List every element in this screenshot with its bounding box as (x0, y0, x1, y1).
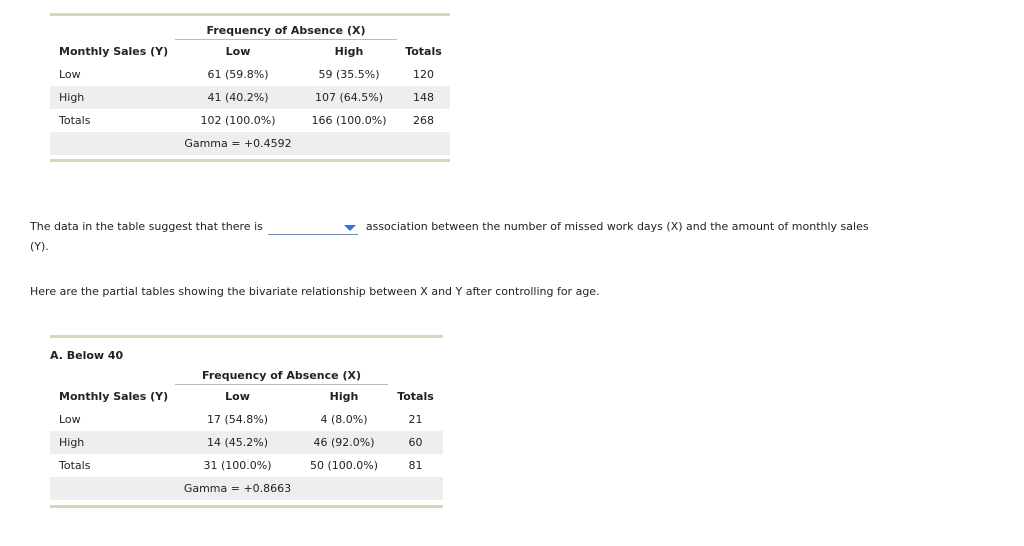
crosstab-table-overall (50, 13, 450, 162)
chevron-down-icon (344, 225, 356, 231)
crosstab-table-below-40 (50, 362, 443, 508)
table-row (50, 109, 450, 132)
section-title-below-40: A. Below 40 (50, 349, 124, 362)
row-label: High (50, 86, 175, 109)
cell-low: 14 (45.2%) (175, 431, 300, 454)
col-header-low: Low (225, 45, 251, 58)
col-header-totals: Totals (397, 390, 434, 403)
cell-high: 59 (35.5%) (318, 68, 380, 81)
col-header-high: High (329, 390, 359, 403)
cell-low: 41 (40.2%) (175, 86, 301, 109)
table-row (50, 431, 443, 454)
question-text (30, 217, 990, 257)
frequency-of-absence-header: Frequency of Absence (X) (175, 16, 397, 40)
row-label: Totals (59, 459, 91, 472)
table-top-rule (50, 335, 443, 338)
gamma-value: Gamma = +0.8663 (175, 477, 300, 500)
cell-total: 60 (388, 431, 443, 454)
cell-total: 268 (413, 114, 434, 127)
partial-tables-intro: Here are the partial tables showing the bivariate relationship between X and Y after controlling for age. (30, 285, 600, 298)
table-row (50, 63, 450, 86)
cell-low: 102 (100.0%) (200, 114, 276, 127)
question-before: The data in the table suggest that there is (30, 220, 263, 233)
row-label: High (50, 431, 175, 454)
association-dropdown[interactable] (268, 218, 358, 235)
table-row (50, 408, 443, 431)
row-label: Low (59, 413, 81, 426)
col-header-low: Low (225, 390, 250, 403)
row-label: Totals (59, 114, 91, 127)
question-after: association between the number of missed work days (X) and the amount of monthly sales (365, 220, 869, 233)
cell-total: 148 (397, 86, 450, 109)
question-line2: (Y). (30, 240, 49, 253)
gamma-value: Gamma = +0.4592 (175, 132, 301, 155)
row-variable-header: Monthly Sales (Y) (59, 390, 169, 403)
col-header-high: High (334, 45, 364, 58)
partial-table-section (50, 335, 443, 338)
row-variable-header: Monthly Sales (Y) (59, 45, 169, 58)
cell-high: 166 (100.0%) (311, 114, 387, 127)
table-bottom-rule (50, 505, 443, 508)
cell-low: 17 (54.8%) (206, 413, 269, 426)
cell-low: 61 (59.8%) (207, 68, 269, 81)
row-label: Low (59, 68, 81, 81)
cell-high: 46 (92.0%) (300, 431, 388, 454)
cell-total: 81 (408, 459, 423, 472)
cell-total: 120 (413, 68, 434, 81)
cell-high: 50 (100.0%) (309, 459, 379, 472)
table-row (50, 454, 443, 477)
col-header-totals: Totals (405, 45, 442, 58)
cell-high: 4 (8.0%) (320, 413, 368, 426)
cell-high: 107 (64.5%) (301, 86, 397, 109)
table-bottom-rule (50, 159, 450, 162)
frequency-of-absence-header: Frequency of Absence (X) (175, 363, 388, 385)
cell-total: 21 (408, 413, 423, 426)
table-row (50, 86, 450, 109)
cell-low: 31 (100.0%) (203, 459, 272, 472)
